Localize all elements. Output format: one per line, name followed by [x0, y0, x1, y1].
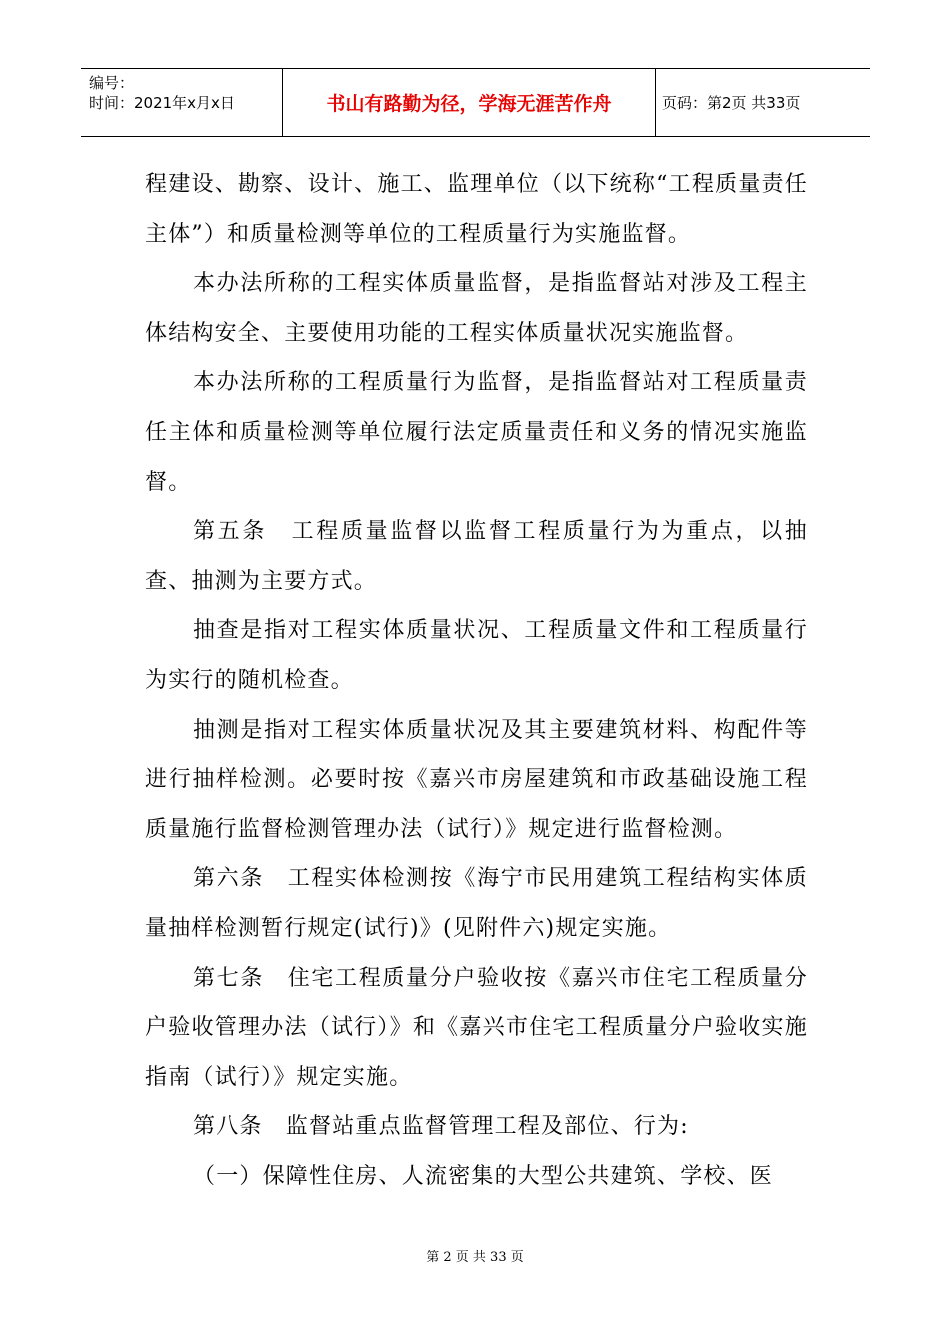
page-number: 第 2 页 共 33 页 — [426, 1250, 524, 1265]
document-date: 时间：2021年x月x日 — [89, 94, 235, 112]
paragraph: 本办法所称的工程质量行为监督，是指监督站对工程质量责任主体和质量检测等单位履行法定质量责任和义务的情况实施监督。 — [145, 370, 808, 495]
header-motto — [283, 69, 656, 136]
article-eight: 第八条 监督站重点监督管理工程及部位、行为: — [193, 1114, 689, 1140]
header-meta — [81, 69, 283, 136]
motto-text: 书山有路勤为径，学海无涯苦作舟 — [326, 93, 612, 115]
page-info-text: 页码：第2页 共33页 — [662, 94, 801, 112]
document-body — [145, 160, 808, 1201]
page-header — [81, 68, 870, 137]
header-page-info — [656, 69, 870, 136]
article-seven: 第七条 住宅工程质量分户验收按《嘉兴市住宅工程质量分户验收管理办法（试行）》和《嘉兴市住宅工程质量分户验收实施指南（试行）》规定实施。 — [145, 965, 808, 1090]
paragraph: 程建设、勘察、设计、施工、监理单位（以下统称“工程质量责任主体”）和质量检测等单位的工程质量行为实施监督。 — [145, 172, 808, 247]
document-number-label: 编号： — [89, 74, 135, 92]
article-five: 第五条 工程质量监督以监督工程质量行为为重点，以抽查、抽测为主要方式。 — [145, 519, 808, 594]
paragraph: 抽测是指对工程实体质量状况及其主要建筑材料、构配件等进行抽样检测。必要时按《嘉兴市房屋建筑和市政基础设施工程质量施行监督检测管理办法（试行）》规定进行监督检测。 — [145, 717, 808, 842]
page-footer — [0, 1246, 950, 1265]
paragraph: 本办法所称的工程实体质量监督，是指监督站对涉及工程主体结构安全、主要使用功能的工程实体质量状况实施监督。 — [145, 271, 808, 346]
paragraph: 抽查是指对工程实体质量状况、工程质量文件和工程质量行为实行的随机检查。 — [145, 618, 808, 693]
article-six: 第六条 工程实体检测按《海宁市民用建筑工程结构实体质量抽样检测暂行规定(试行)》(见附件六)规定实施。 — [145, 866, 808, 941]
list-item: （一）保障性住房、人流密集的大型公共建筑、学校、医 — [193, 1163, 774, 1189]
